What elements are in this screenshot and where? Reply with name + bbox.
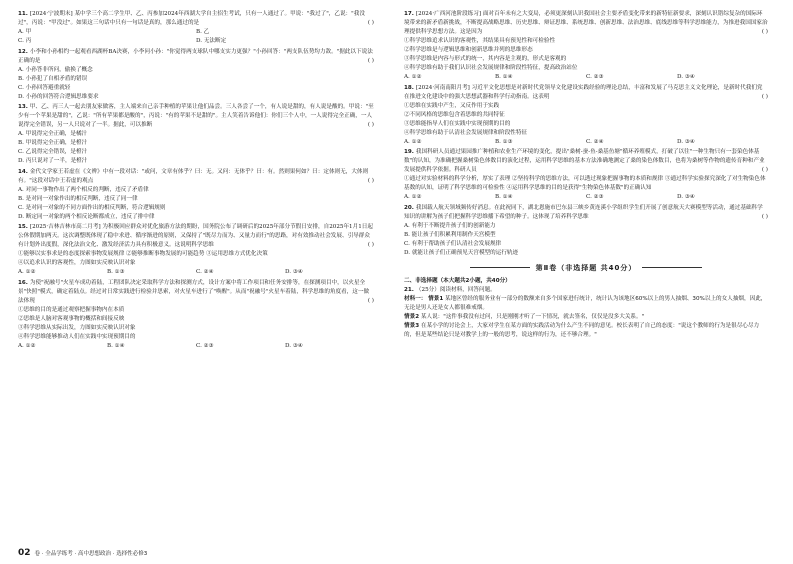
statement-item: ④以追求认识的客观性，力图如实反映认识对象 bbox=[18, 260, 136, 266]
question-17: 17. [2024·广西河池阶段练习] 面对百年未有之大变局，必须更深刻认识我国社会主要矛盾变化带来的新特征新要求，深刻认识错综复杂的国际环境带来的新矛盾新挑战，不断提高战略思维、历史思维、辩证思维、系统思维、创新思维、法治思维、底线思维等科学思维能力，为推进我国国家治理提供科学思想方法。这是因为 ( ) ①科学思维追求认识的客观性，其结果具有预见性和可检验性 ②科学思维是与逻辑思维和创新思维并列的思维形态 ③科学思维是内容与形式的统一，其内容是主观的，形式是客观的 ④科学思维有助于我们认识社会发展规律和阶段性特征，提高政治站位 A. ①② B. ①④ C. ②③ D. ③④ bbox=[404, 11, 768, 80]
question-13-stem: 甲、乙、丙三人一起去朋友家做客，主人端来自己亲手种植的苹果让他们品尝。三人各尝了一个，有人说是甜的，有人说是酸的。甲说："至少有一个苹果是甜的"，乙说："所有苹果都是酸的"，丙说："有的苹果不是甜的"。主人笑着告诉他们：你们三个人中，一人说得完全正确，一人说得完全错误，另一人只说对了一半。据此，可以推断 bbox=[18, 104, 374, 128]
left-column bbox=[18, 10, 374, 352]
option-d: D. 无法断定 bbox=[196, 38, 227, 44]
option-d: D. ③④ bbox=[677, 138, 695, 145]
section-title: 第Ⅱ卷（非选择题 共40分） bbox=[404, 264, 768, 273]
option-b: B. ①③ bbox=[495, 138, 513, 145]
option-d: D. ③④ bbox=[285, 269, 303, 275]
option-a: A. ①② bbox=[18, 269, 36, 275]
option-d: D. ③④ bbox=[285, 342, 303, 349]
option-c: C. 有利于帮助孩子们认清社会发展规律 bbox=[404, 240, 502, 247]
statement-item: ③思维能指导人们在实践中实现预期的目的 bbox=[404, 120, 511, 127]
question-14: 14. 金代文学家王若虚在《文辨》中有一段对话："或问，文章有体乎？曰：无。又问：无体乎？曰：有。然则果何如？曰：定体则无，大体则有。"这段对话中王若虚的观点 ( ) A. 对同一事物作出了两个相反的判断，违反了矛盾律 B. 是对同一对象作出的相反判断，违反了同一律 C. 是对同一对象的不同方面作出的相反判断，符合逻辑规则 D. 断定同一对象的两个相反论断都成立，违反了排中律 bbox=[18, 168, 374, 220]
question-12: 12. 小李和小孙相约一起观看西湖杯BA决赛，小李问小孙："你觉得两支球队中哪支实力更强？"小孙回答："两支队伍势均力敌。"据此以下说法正确的是 ( ) A. 小孙答非所问，偷换了概念 B. 小孙犯了自相矛盾的错误 C. 小孙回答避重就轻 D. 小孙的回答符合逻辑思维要求 bbox=[18, 48, 374, 100]
right-column bbox=[404, 10, 768, 341]
statement-item: ②不同风格的思维包含着思维的共同特征 bbox=[404, 111, 505, 118]
option-b: B. ①③ bbox=[107, 269, 125, 275]
question-19-stem: 我国科研人员通过果园推广种植和农业生产环境的变化，提出"桑树-蚕-鱼-桑基鱼塘"循环养殖模式，打破了以往"一种生物只有一套染色体基数"的认知，为准确把握桑树染色体数目的演化过程，运用科学思维的基本方法准确地测定了桑的染色体数目，也将为桑树等作物的遗传育种和产业发展提供科学依据。科研人员 bbox=[404, 149, 765, 173]
question-15-stem: [2025·吉林吉林市高二月考] 为积极回应群众对优化旅游方法的期盼，国务院公布了调研后的2025年部分节假日安排，自2025年1月1日起公休假期加两天。这次调整既体现了稳中求进、循序渐进的原则，又保持了"既尽力而为、又量力而行"的思路，对有效推动社会发展、引导群众有计划外出度假，深化法治文化、激发经济活力具有积极意义。这说明科学思维 bbox=[18, 224, 373, 248]
statement-item: ③科学思维是内容与形式的统一，其内容是主观的，形式是客观的 bbox=[404, 56, 567, 62]
question-20: 20. 我国载人航天领域频传好消息。在此祝同下，湖北恩施市巴东县三峡乡黄连溪小学组织学生们开展了创意航天大赛模型等活动，通过基础科学知识的讲解为孩子们把握科学思维播下希望的种子。这体现了培养科学思维 ( ) A. 有利于不断提升孩子们的创新能力 B. 能让孩子们积累利用制作天宫模型 C. 有利于帮助孩子们认清社会发展规律 D. 就能让孩子们正确预见天宫模型的运行轨迹 bbox=[404, 204, 768, 256]
question-16: 16. 为使"祝融号"火星车成功着陆，工程团队决定采取科学方法和探测方式，设计方案中将工作项目和任务安排等，在探测项目中，以火星全景"快照"模式，确定着陆点。经过对日常实践进行检验并思索，对火星车进行了"唤醒"。从而"祝融号"火星车着陆，科学思维的角度看，这一做法体现 ( ) ①思维的目的是通过观察把握事物内在本质 ②思维是人脑对客观事物的概括和间接反映 ③科学思维从实际出发，力图如实反映认识对象 ④科学思维能够推动人们在实践中实现预期目的 A. ①② B. ①④ C. ②③ D. ③④ bbox=[18, 279, 374, 349]
option-b: B. 是对同一对象作出的相反判断，违反了同一律 bbox=[18, 195, 138, 202]
statement-item: ④科学思维有助于认清社会发展规律和阶段性特征 bbox=[404, 129, 528, 136]
question-11-stem: [2024·宁波期末] 某中学三个高二学生甲、乙、丙参加2024年西湖大学自主招生考试，只有一人通过了。甲说："我过了"，乙说："我没过"，丙说："甲没过"。如果这三句话中只有一句话是真的，那么通过的是 bbox=[18, 11, 365, 26]
statement-item: ②思维是人脑对客观事物的概括和间接反映 bbox=[18, 315, 125, 322]
question-14-stem: 金代文学家王若虚在《文辨》中有一段对话："或问，文章有体乎？曰：无。又问：无体乎？曰：有。然则果何如？曰：定体则无，大体则有。"这段对话中王若虚的观点 bbox=[18, 168, 369, 184]
question-15: 15. [2025·吉林吉林市高二月考] 为积极回应群众对优化旅游方法的期盼，国务院公布了调研后的2025年部分节假日安排，自2025年1月1日起公休假期加两天。这次调整既体现了稳中求进、循序渐进的原则，又保持了"既尽力而为、又量力而行"的思路，对有效推动社会发展、引导群众有计划外出度假，深化法治文化、激发经济活力具有积极意义。这说明科学思维 ( ) ①能够以实事求是的态度探索事物发展规律 ②能够推断事物发展的可能趋势 ③运用思维方式优化决策 ④以追求认识的客观性，力图如实反映认识对象 A. ①② B. ①③ C. ②④ D. ③④ bbox=[18, 224, 374, 275]
option-b: B. 小孙犯了自相矛盾的错误 bbox=[18, 75, 88, 82]
option-a: A. ①② bbox=[404, 74, 422, 80]
question-12-stem: 小李和小孙相约一起观看西湖杯BA决赛，小李问小孙："你觉得两支球队中哪支实力更强？"小孙回答："两支队伍势均力敌。"据此以下说法正确的是 bbox=[18, 48, 373, 64]
statement-item: ①能够以实事求是的态度探索事物发展规律 ②能够推断事物发展的可能趋势 ③运用思维方式优化决策 bbox=[18, 251, 268, 257]
statement-item: ①通过对实验材料的科学分析，厚实了表理 ②坚持科学的思维方法，可以透过现象把握事物的本质和规律 ③通过科学实验探究深化了对生物染色体基数的认知，证明了科学思维的可检验性 ④运用科学思维的目的是获得"生物染色体基数"的正确认知 bbox=[404, 176, 766, 191]
material-2: 情景2 某人说："这件事我没有过问，只是刚刚才听了一下情况，就去签名，仅仅是没多大关系。" bbox=[404, 313, 645, 320]
option-b: B. ①④ bbox=[107, 342, 125, 349]
option-a: A. 甲 bbox=[18, 29, 32, 35]
page-number: 02 bbox=[18, 548, 31, 558]
option-a: A. ①② bbox=[18, 342, 36, 349]
footer-text: 卷 · 全品学练考 · 高中思想政治 · 选择性必修3 bbox=[34, 551, 148, 557]
option-c: C. 小孙回答避重就轻 bbox=[18, 84, 71, 91]
statement-item: ①科学思维追求认识的客观性，其结果具有预见性和可检验性 bbox=[404, 38, 556, 44]
option-a: A. ①② bbox=[404, 194, 422, 200]
divider bbox=[642, 267, 702, 268]
question-19: 19. 我国科研人员通过果园推广种植和农业生产环境的变化，提出"桑树-蚕-鱼-桑基鱼塘"循环养殖模式，打破了以往"一种生物只有一套染色体基数"的认知，为准确把握桑树染色体数目的演化过程，运用科学思维的基本方法准确地测定了桑的染色体数目，也将为桑树等作物的遗传育种和产业发展提供科学依据。科研人员 ( ) ①通过对实验材料的科学分析，厚实了表理 ②坚持科学的思维方法，可以透过现象把握事物的本质和规律 ③通过科学实验探究深化了对生物染色体基数的认知，证明了科学思维的可检验性 ④运用科学思维的目的是获得"生物染色体基数"的正确认知 A. ①② B. ①④ C. ②③ D. ③④ bbox=[404, 149, 768, 200]
option-c: C. 乙说得完全错误，是橙汁 bbox=[18, 149, 88, 155]
option-c: C. 是对同一对象的不同方面作出的相反判断，符合逻辑规则 bbox=[18, 204, 166, 211]
statement-item: ②科学思维是与逻辑思维和创新思维并列的思维形态 bbox=[404, 47, 533, 53]
question-13: 13. 甲、乙、丙三人一起去朋友家做客，主人端来自己亲手种植的苹果让他们品尝。三人各尝了一个，有人说是甜的，有人说是酸的。甲说："至少有一个苹果是甜的"，乙说："所有苹果都是酸的"，丙说："有的苹果不是甜的"。主人笑着告诉他们：你们三个人中，一人说得完全正确，一人说得完全错误，另一人只说对了一半。据此，可以推断 ( ) A. 甲说得完全正确，是橘汁 B. 甲说得完全正确，是橙汁 C. 乙说得完全错误，是橙汁 D. 丙只说对了一半，是橙汁 bbox=[18, 104, 374, 164]
option-d: D. ③④ bbox=[677, 74, 695, 80]
material-1: 材料一： 情景1 某地区曾经的服务业有一部分的数额来自多个国家进行统计，统计认为该地区60%以上的男人抽烟、30%以上的女人抽烟，因此，无论是男人还是女人都很难戒烟。 bbox=[404, 295, 767, 311]
option-d: D. 小孙的回答符合逻辑思维要求 bbox=[18, 93, 99, 100]
option-b: B. ①④ bbox=[495, 74, 513, 80]
option-c: C. ②④ bbox=[586, 138, 604, 145]
statement-item: ①思维在实践中产生，又反作用于实践 bbox=[404, 102, 500, 109]
option-c: C. ②③ bbox=[586, 194, 604, 200]
statement-item: ③科学思维从实际出发，力图如实反映认识对象 bbox=[18, 324, 136, 331]
option-b: B. 乙 bbox=[196, 29, 210, 35]
option-c: C. ②④ bbox=[196, 269, 214, 275]
option-a: A. ①② bbox=[404, 138, 422, 145]
option-a: A. 甲说得完全正确，是橘汁 bbox=[18, 131, 88, 137]
statement-item: ④科学思维能够推动人们在实践中实现预期目的 bbox=[18, 333, 136, 340]
page-footer bbox=[18, 548, 147, 558]
question-18-stem: [2024·河南南阳月考] 习近平文化思想是对新时代党领导文化建设实践经验的理论总结，丰富和发展了马克思主义文化理论，是新时代我们党在推进文化建设中的强大思想武器和科学行动指南。这表明 bbox=[404, 84, 763, 100]
option-a: A. 有利于不断提升孩子们的创新能力 bbox=[404, 222, 496, 229]
divider bbox=[470, 267, 530, 268]
option-a: A. 小孙答非所问，偷换了概念 bbox=[18, 66, 93, 73]
option-c: C. ②③ bbox=[586, 74, 604, 80]
statement-item: ④科学思维有助于我们认识社会发展规律和阶段性特征，提高政治站位 bbox=[404, 65, 578, 71]
statement-item: ①思维的目的是通过观察把握事物内在本质 bbox=[18, 306, 125, 313]
question-17-stem: [2024·广西河池阶段练习] 面对百年未有之大变局，必须更深刻认识我国社会主要矛盾变化带来的新特征新要求，深刻认识错综复杂的国际环境带来的新矛盾新挑战，不断提高战略思维、历史思维、辩证思维、系统思维、创新思维、法治思维、底线思维等科学思维能力，为推进我国国家治理提供科学思想方法。这是因为 bbox=[404, 11, 768, 35]
question-11: 11. [2024·宁波期末] 某中学三个高二学生甲、乙、丙参加2024年西湖大学自主招生考试，只有一人通过了。甲说："我过了"，乙说："我没过"，丙说："甲没过"。如果这三句话中只有一句话是真的，那么通过的是 ( ) A. 甲 B. 乙 C. 丙 D. 无法断定 bbox=[18, 11, 374, 44]
option-b: B. 能让孩子们积累利用制作天宫模型 bbox=[404, 231, 496, 238]
option-a: A. 对同一事物作出了两个相反的判断，违反了矛盾律 bbox=[18, 186, 149, 193]
option-c: C. 丙 bbox=[18, 38, 32, 44]
question-18: 18. [2024·河南南阳月考] 习近平文化思想是对新时代党领导文化建设实践经验的理论总结，丰富和发展了马克思主义文化理论，是新时代我们党在推进文化建设中的强大思想武器和科学行动指南。这表明 ( ) ①思维在实践中产生，又反作用于实践 ②不同风格的思维包含着思维的共同特征 ③思维能指导人们在实践中实现预期的目的 ④科学思维有助于认清社会发展规律和阶段性特征 A. ①② B. ①③ C. ②④ D. ③④ bbox=[404, 84, 768, 145]
option-d: D. 就能让孩子们正确预见天宫模型的运行轨迹 bbox=[404, 249, 519, 256]
question-20-stem: 我国载人航天领域频传好消息。在此祝同下，湖北恩施市巴东县三峡乡黄连溪小学组织学生们开展了创意航天大赛模型等活动，通过基础科学知识的讲解为孩子们把握科学思维播下希望的种子。这体现了培养科学思维 bbox=[404, 204, 763, 220]
option-c: C. ②③ bbox=[196, 342, 214, 349]
question-21: 21. （25分）阅读材料，回答问题。 材料一： 情景1 某地区曾经的服务业有一部分的数额来自多个国家进行统计，统计认为该地区60%以上的男人抽烟、30%以上的女人抽烟，因此，无论是男人还是女人都很难戒烟。 情景2 某人说："这件事我没有过问，只是刚刚才听了一下情况，就去签名，仅仅是没多大关系。" 情景3 在某小学的讨论会上，大家对学生在某方面的实践活动为什么产生不同的意见。校长表明了自己的态度："说这个教师的行为是很尽心尽力的，但是某些结论只是对教学上的一般的思考，说这样的行为，还不够合理。" bbox=[404, 286, 767, 338]
option-d: D. 断定同一对象的两个相反论断都成立，违反了排中律 bbox=[18, 213, 155, 220]
part-heading: 二、非选择题（本大题共2小题，共40分） bbox=[404, 277, 511, 284]
option-b: B. 甲说得完全正确，是橙汁 bbox=[18, 140, 88, 146]
option-b: B. ①④ bbox=[495, 194, 513, 200]
question-16-stem: 为使"祝融号"火星车成功着陆，工程团队决定采取科学方法和探测方式，设计方案中将工作项目和任务安排等，在探测项目中，以火星全景"快照"模式，确定着陆点。经过对日常实践进行检验并思索，对火星车进行了"唤醒"。从而"祝融号"火星车着陆，科学思维的角度看，这一做法体现 bbox=[18, 279, 370, 304]
material-3: 情景3 在某小学的讨论会上，大家对学生在某方面的实践活动为什么产生不同的意见。校长表明了自己的态度："说这个教师的行为是很尽心尽力的，但是某些结论只是对教学上的一般的思考，说这样的行为，还不够合理。" bbox=[404, 322, 760, 338]
option-d: D. 丙只说对了一半，是橙汁 bbox=[18, 158, 88, 164]
option-d: D. ③④ bbox=[677, 194, 695, 200]
